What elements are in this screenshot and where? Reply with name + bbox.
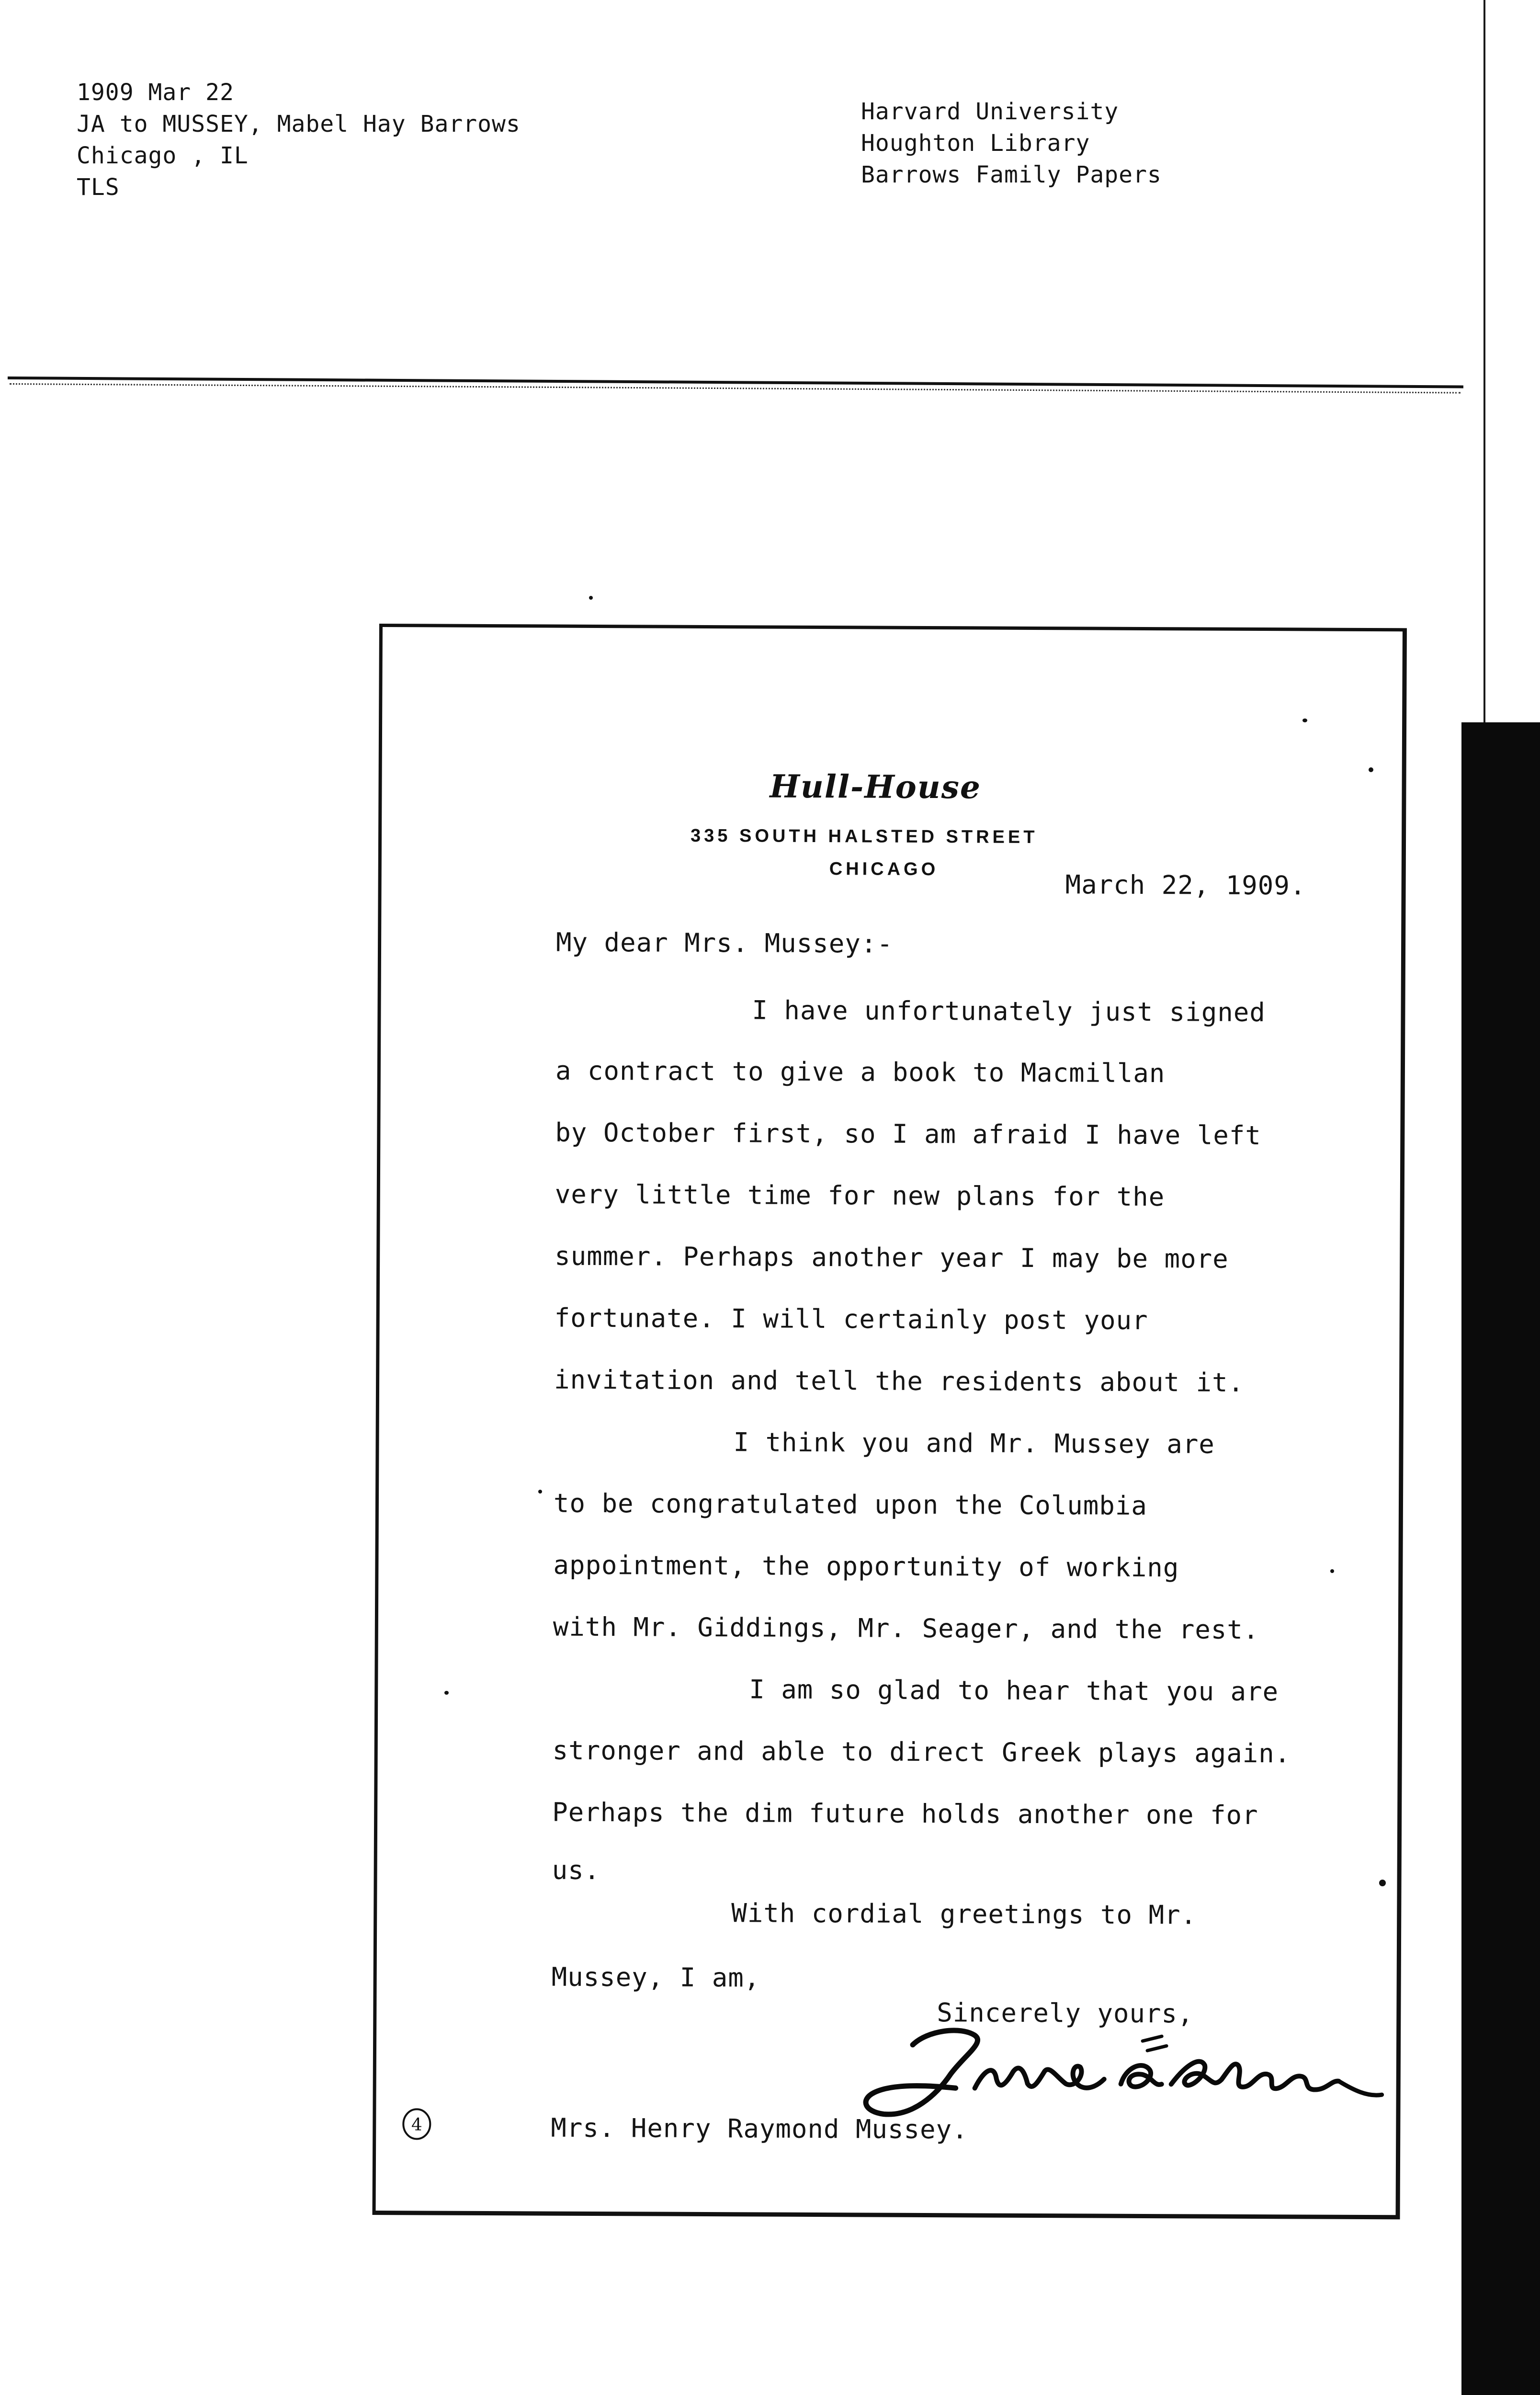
scan-speck <box>538 1490 542 1494</box>
body-line: I have unfortunately just signed <box>752 995 1266 1028</box>
body-line: with Mr. Giddings, Mr. Seager, and the rest. <box>553 1611 1259 1645</box>
sheet-edge-divider <box>8 376 1463 388</box>
letter-date: March 22, 1909. <box>1065 869 1306 901</box>
page-number-circle <box>400 2107 433 2141</box>
closing-line: Mussey, I am, <box>551 1962 760 1993</box>
addressee: Mrs. Henry Raymond Mussey. <box>551 2112 968 2145</box>
complimentary-close: Sincerely yours, <box>937 1997 1194 2029</box>
body-line: by October first, so I am afraid I have left <box>555 1117 1261 1151</box>
body-line: fortunate. I will certainly post your <box>554 1302 1148 1336</box>
body-line: to be congratulated upon the Columbia <box>553 1488 1148 1521</box>
repository-info <box>861 96 1162 191</box>
body-line: stronger and able to direct Greek plays again. <box>552 1735 1291 1769</box>
body-line: I think you and Mr. Mussey are <box>733 1427 1215 1460</box>
letterhead-city: CHICAGO <box>829 859 939 880</box>
body-line: Perhaps the dim future holds another one for <box>552 1797 1258 1831</box>
scan-speck <box>1379 1880 1386 1886</box>
scan-speck <box>1302 718 1307 722</box>
scan-speck <box>1330 1569 1334 1573</box>
catalog-format: TLS <box>77 174 120 201</box>
repository-library: Houghton Library <box>861 130 1090 157</box>
repository-institution: Harvard University <box>861 98 1119 125</box>
catalog-date: 1909 Mar 22 <box>77 79 234 106</box>
body-line: a contract to give a book to Macmillan <box>555 1055 1166 1089</box>
page-number: 4 <box>411 2115 422 2135</box>
scan-speck <box>589 596 593 600</box>
salutation: My dear Mrs. Mussey:- <box>555 927 893 959</box>
catalog-correspondents: JA to MUSSEY, Mabel Hay Barrows <box>77 111 521 137</box>
body-line: us. <box>552 1855 600 1886</box>
scan-speck <box>444 1691 449 1695</box>
catalog-place: Chicago , IL <box>77 142 249 169</box>
catalog-metadata <box>77 77 521 203</box>
closing-greeting: With cordial greetings to Mr. <box>731 1898 1197 1930</box>
scan-dark-margin <box>1461 722 1540 2395</box>
body-line: appointment, the opportunity of working <box>553 1550 1179 1583</box>
cover-sheet-right-edge <box>1483 0 1485 722</box>
scan-speck <box>1369 767 1373 772</box>
repository-collection: Barrows Family Papers <box>861 161 1162 188</box>
body-line: very little time for new plans for the <box>555 1179 1165 1212</box>
body-line: invitation and tell the residents about it. <box>554 1364 1245 1398</box>
letterhead-street: 335 SOUTH HALSTED STREET <box>690 825 1038 848</box>
body-line: I am so glad to hear that you are <box>749 1674 1279 1707</box>
letterhead-title: Hull-House <box>770 767 982 806</box>
letter-sheet <box>373 624 1407 2219</box>
body-line: summer. Perhaps another year I may be more <box>555 1241 1229 1274</box>
